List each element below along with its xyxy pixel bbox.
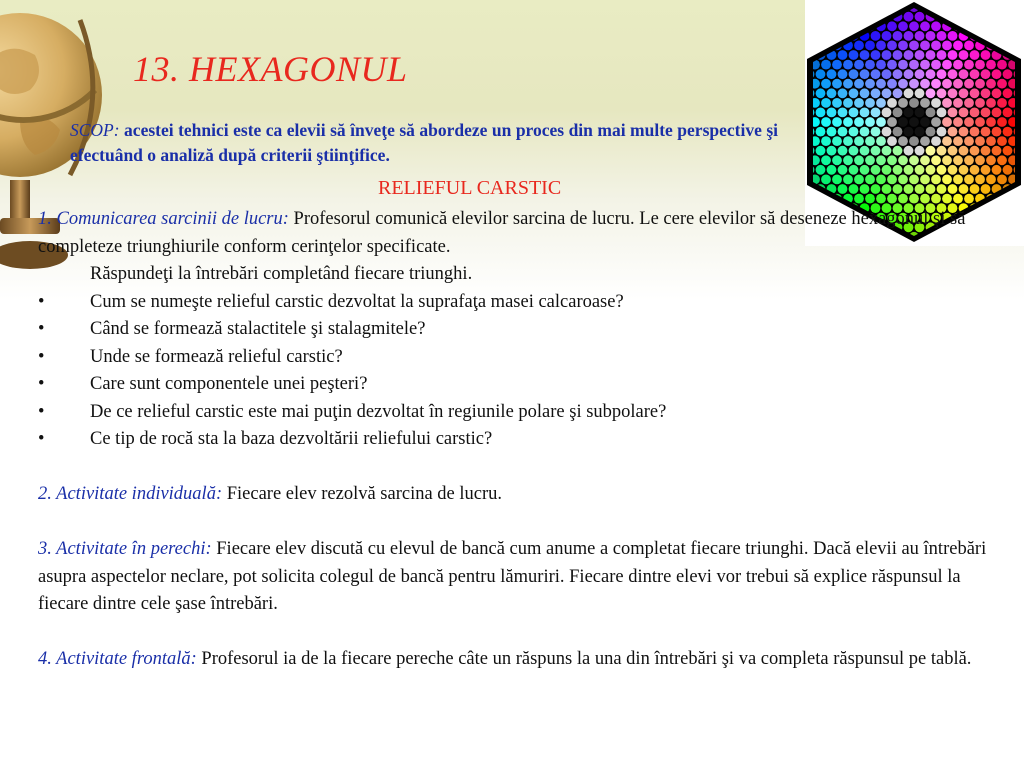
list-item: • Cum se numeşte relieful carstic dezvoltat la suprafaţa masei calcaroase?: [38, 291, 624, 312]
step-text: Profesorul comunică elevilor sarcina de lucru. Le cere elevilor să deseneze hexagonul şi să completeze triunghiurile conform cerinţelor specificate.: [38, 209, 966, 257]
list-item: • Ce tip de rocă sta la baza dezvoltării reliefului carstic?: [38, 429, 493, 449]
step-2: [38, 481, 990, 509]
scope-label: SCOP:: [70, 120, 120, 140]
step-heading: 1. Comunicarea sarcinii de lucru:: [38, 209, 289, 229]
step-heading: 4. Activitate frontală:: [38, 649, 197, 669]
slide-content: [38, 206, 990, 674]
step-1: [38, 206, 990, 261]
step-4: [38, 646, 990, 674]
step-text: Profesorul ia de la fiecare pereche câte un răspuns la una din întrebări şi va completa răspunsul pe tablă.: [196, 649, 972, 669]
section-subtitle: RELIEFUL CARSTIC: [378, 177, 562, 199]
step-text: Fiecare elev rezolvă sarcina de lucru.: [222, 484, 503, 504]
list-item: • Care sunt componentele unei peşteri?: [38, 374, 368, 394]
step-3: [38, 536, 990, 619]
step-text: Fiecare elev discută cu elevul de bancă cum anume a completat fiecare triunghi. Dacă elevii au întrebări asupra aspectelor neclare, pot solicita colegul de bancă pentru lămuriri. Fiecare dintre elevi vor trebui să explice răspunsul la fiecare dintre cele şase întrebări.: [38, 539, 987, 614]
scope-paragraph: [70, 118, 778, 168]
list-item: • De ce relieful carstic este mai puţin dezvoltat în regiunile polare şi subpolare?: [38, 401, 667, 422]
step-heading: 3. Activitate în perechi:: [38, 539, 212, 559]
scope-text: acestei tehnici este ca elevii să înveţe să abordeze un proces din mai multe perspective şi efectuând o analiză după criterii ştiinţifice.: [70, 120, 778, 165]
list-item: • Unde se formează relieful carstic?: [38, 346, 343, 367]
list-item: • Când se formează stalactitele şi stalagmitele?: [38, 319, 426, 339]
step-heading: 2. Activitate individuală:: [38, 484, 223, 504]
slide-title: 13. HEXAGONUL: [133, 49, 408, 89]
instruction: Răspundeţi la întrebări completând fiecare triunghi.: [90, 264, 473, 284]
